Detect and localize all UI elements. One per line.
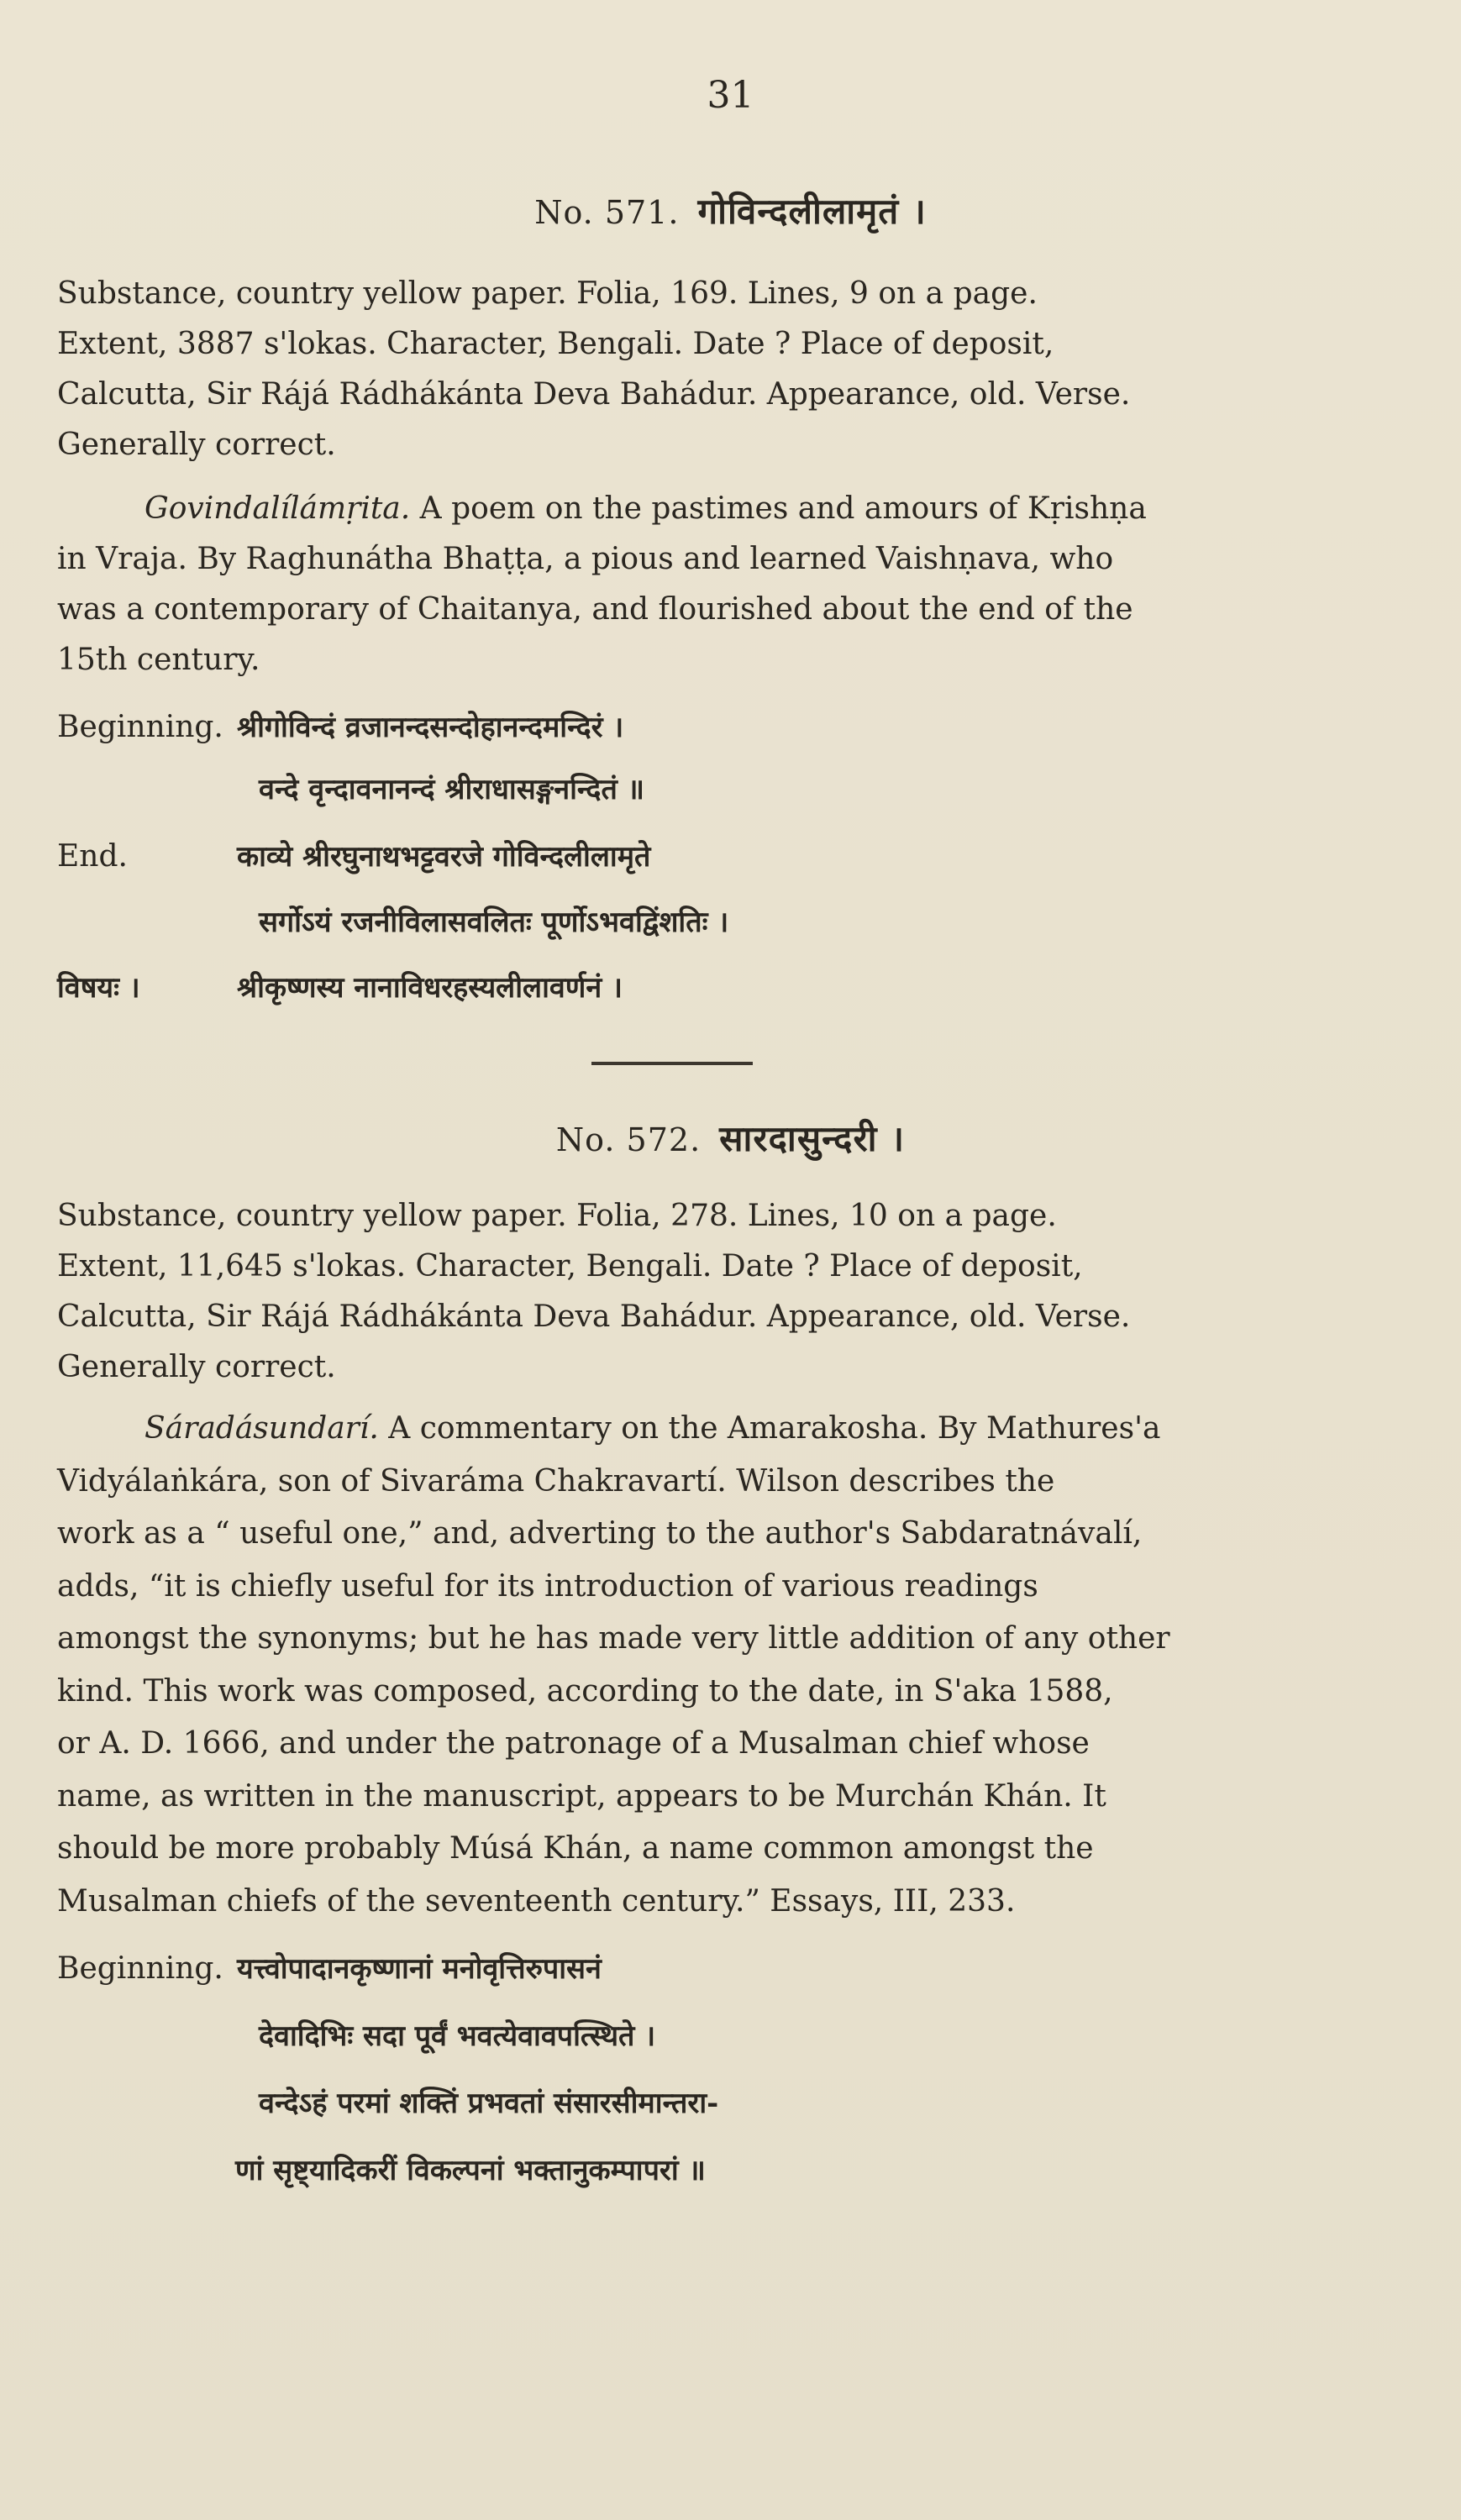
entry-572-beginning-line: यत्त्वोपादानकृष्णानां मनोवृत्तिरुपासनं [237,1952,602,1986]
entry-572-description-line: Vidyálaṅkára, son of Sivaráma Chakravartí. Wilson describes the [57,1463,1055,1499]
entry-separator-rule [591,1062,753,1065]
entry-572-substance-line: Generally correct. [57,1350,336,1384]
entry-571-description [57,484,1306,685]
entry-571-end-line: सर्गोऽयं रजनीविलासवलितः पूर्णोऽभवद्विंशतिः । [259,906,729,939]
entry-571-description-line: 15th century. [57,643,260,677]
entry-571-title: गोविन्दलीलामृतं । [697,191,927,232]
entry-572-substance-line: Extent, 11,645 s'lokas. Character, Bengali. Date ? Place of deposit, [57,1249,1083,1284]
entry-572-description [57,1403,1306,1928]
entry-571-substance-line: Substance, country yellow paper. Folia, 169. Lines, 9 on a page. [57,276,1038,311]
entry-571-subject-label: विषयः । [57,971,140,1005]
entry-571-description-title: Govindalílámṛita. [145,491,411,526]
entry-572-description-title: Sáradásundarí. [145,1411,379,1446]
entry-572-title: सारदासुन्दरी । [719,1118,906,1159]
entry-571-beginning-line: वन्दे वृन्दावनानन्दं श्रीराधासङ्गनन्दितं ॥ [259,773,645,806]
entry-572-description-first-line: Sáradásundarí. A commentary on the Amarakosha. By Mathures'a [145,1411,1161,1446]
entry-572-description-line: kind. This work was composed, according to the date, in S'aka 1588, [57,1673,1113,1709]
entry-571-subject-line: श्रीकृष्णस्य नानाविधरहस्यलीलावर्णनं । [237,971,623,1005]
entry-572-description-line: work as a “ useful one,” and, adverting to the author's Sabdaratnávalí, [57,1516,1143,1551]
entry-572-substance-line: Calcutta, Sir Rájá Rádhákánta Deva Bahádur. Appearance, old. Verse. [57,1299,1131,1334]
entry-572-beginning-label: Beginning. [57,1951,223,1986]
entry-571-description-first-line: Govindalílámṛita. A poem on the pastimes and amours of Kṛishṇa [145,491,1147,526]
entry-572-substance [57,1191,1306,1393]
entry-571-substance-line: Generally correct. [57,428,336,462]
entry-572-description-line: adds, “it is chiefly useful for its introduction of various readings [57,1568,1038,1604]
page-number: 31 [707,74,754,117]
entry-572-description-line: amongst the synonyms; but he has made very little addition of any other [57,1621,1170,1656]
entry-572-number: No. 572. [555,1121,702,1158]
entry-572-description-line: should be more probably Músá Khán, a name common amongst the [57,1831,1094,1866]
entry-572-description-line: name, as written in the manuscript, appears to be Murchán Khán. It [57,1778,1106,1814]
entry-571-description-line: was a contemporary of Chaitanya, and flourished about the end of the [57,592,1133,627]
entry-571-end-line: काव्ये श्रीरघुनाथभट्टवरजे गोविन्दलीलामृते [237,840,651,874]
entry-571-beginning-line: श्रीगोविन्दं व्रजानन्दसन्दोहानन्दमन्दिरं । [237,711,624,744]
entry-572-beginning-line: देवादिभिः सदा पूर्वं भवत्येवावपत्स्थिते । [259,2019,656,2053]
entry-571-substance [57,269,1306,470]
entry-572-beginning-line: णां सृष्ट्यादिकरीं विकल्पनां भक्तानुकम्पापरां ॥ [235,2154,706,2187]
entry-572-substance-line: Substance, country yellow paper. Folia, 278. Lines, 10 on a page. [57,1199,1057,1233]
entry-572-heading [0,1114,1461,1162]
entry-571-number: No. 571. [534,194,680,231]
entry-571-heading [0,186,1461,234]
entry-571-substance-line: Calcutta, Sir Rájá Rádhákánta Deva Bahádur. Appearance, old. Verse. [57,377,1131,412]
entry-571-end-label: End. [57,839,128,874]
entry-572-beginning-line: वन्देऽहं परमां शक्तिं प्रभवतां संसारसीमान्तरा- [259,2087,719,2120]
entry-571-description-line: in Vraja. By Raghunátha Bhaṭṭa, a pious and learned Vaishṇava, who [57,542,1114,576]
entry-572-description-line: Musalman chiefs of the seventeenth century.” Essays, III, 233. [57,1883,1016,1919]
entry-571-substance-line: Extent, 3887 s'lokas. Character, Bengali. Date ? Place of deposit, [57,327,1054,361]
entry-571-beginning-label: Beginning. [57,710,223,744]
entry-572-description-line: or A. D. 1666, and under the patronage of a Musalman chief whose [57,1726,1090,1761]
